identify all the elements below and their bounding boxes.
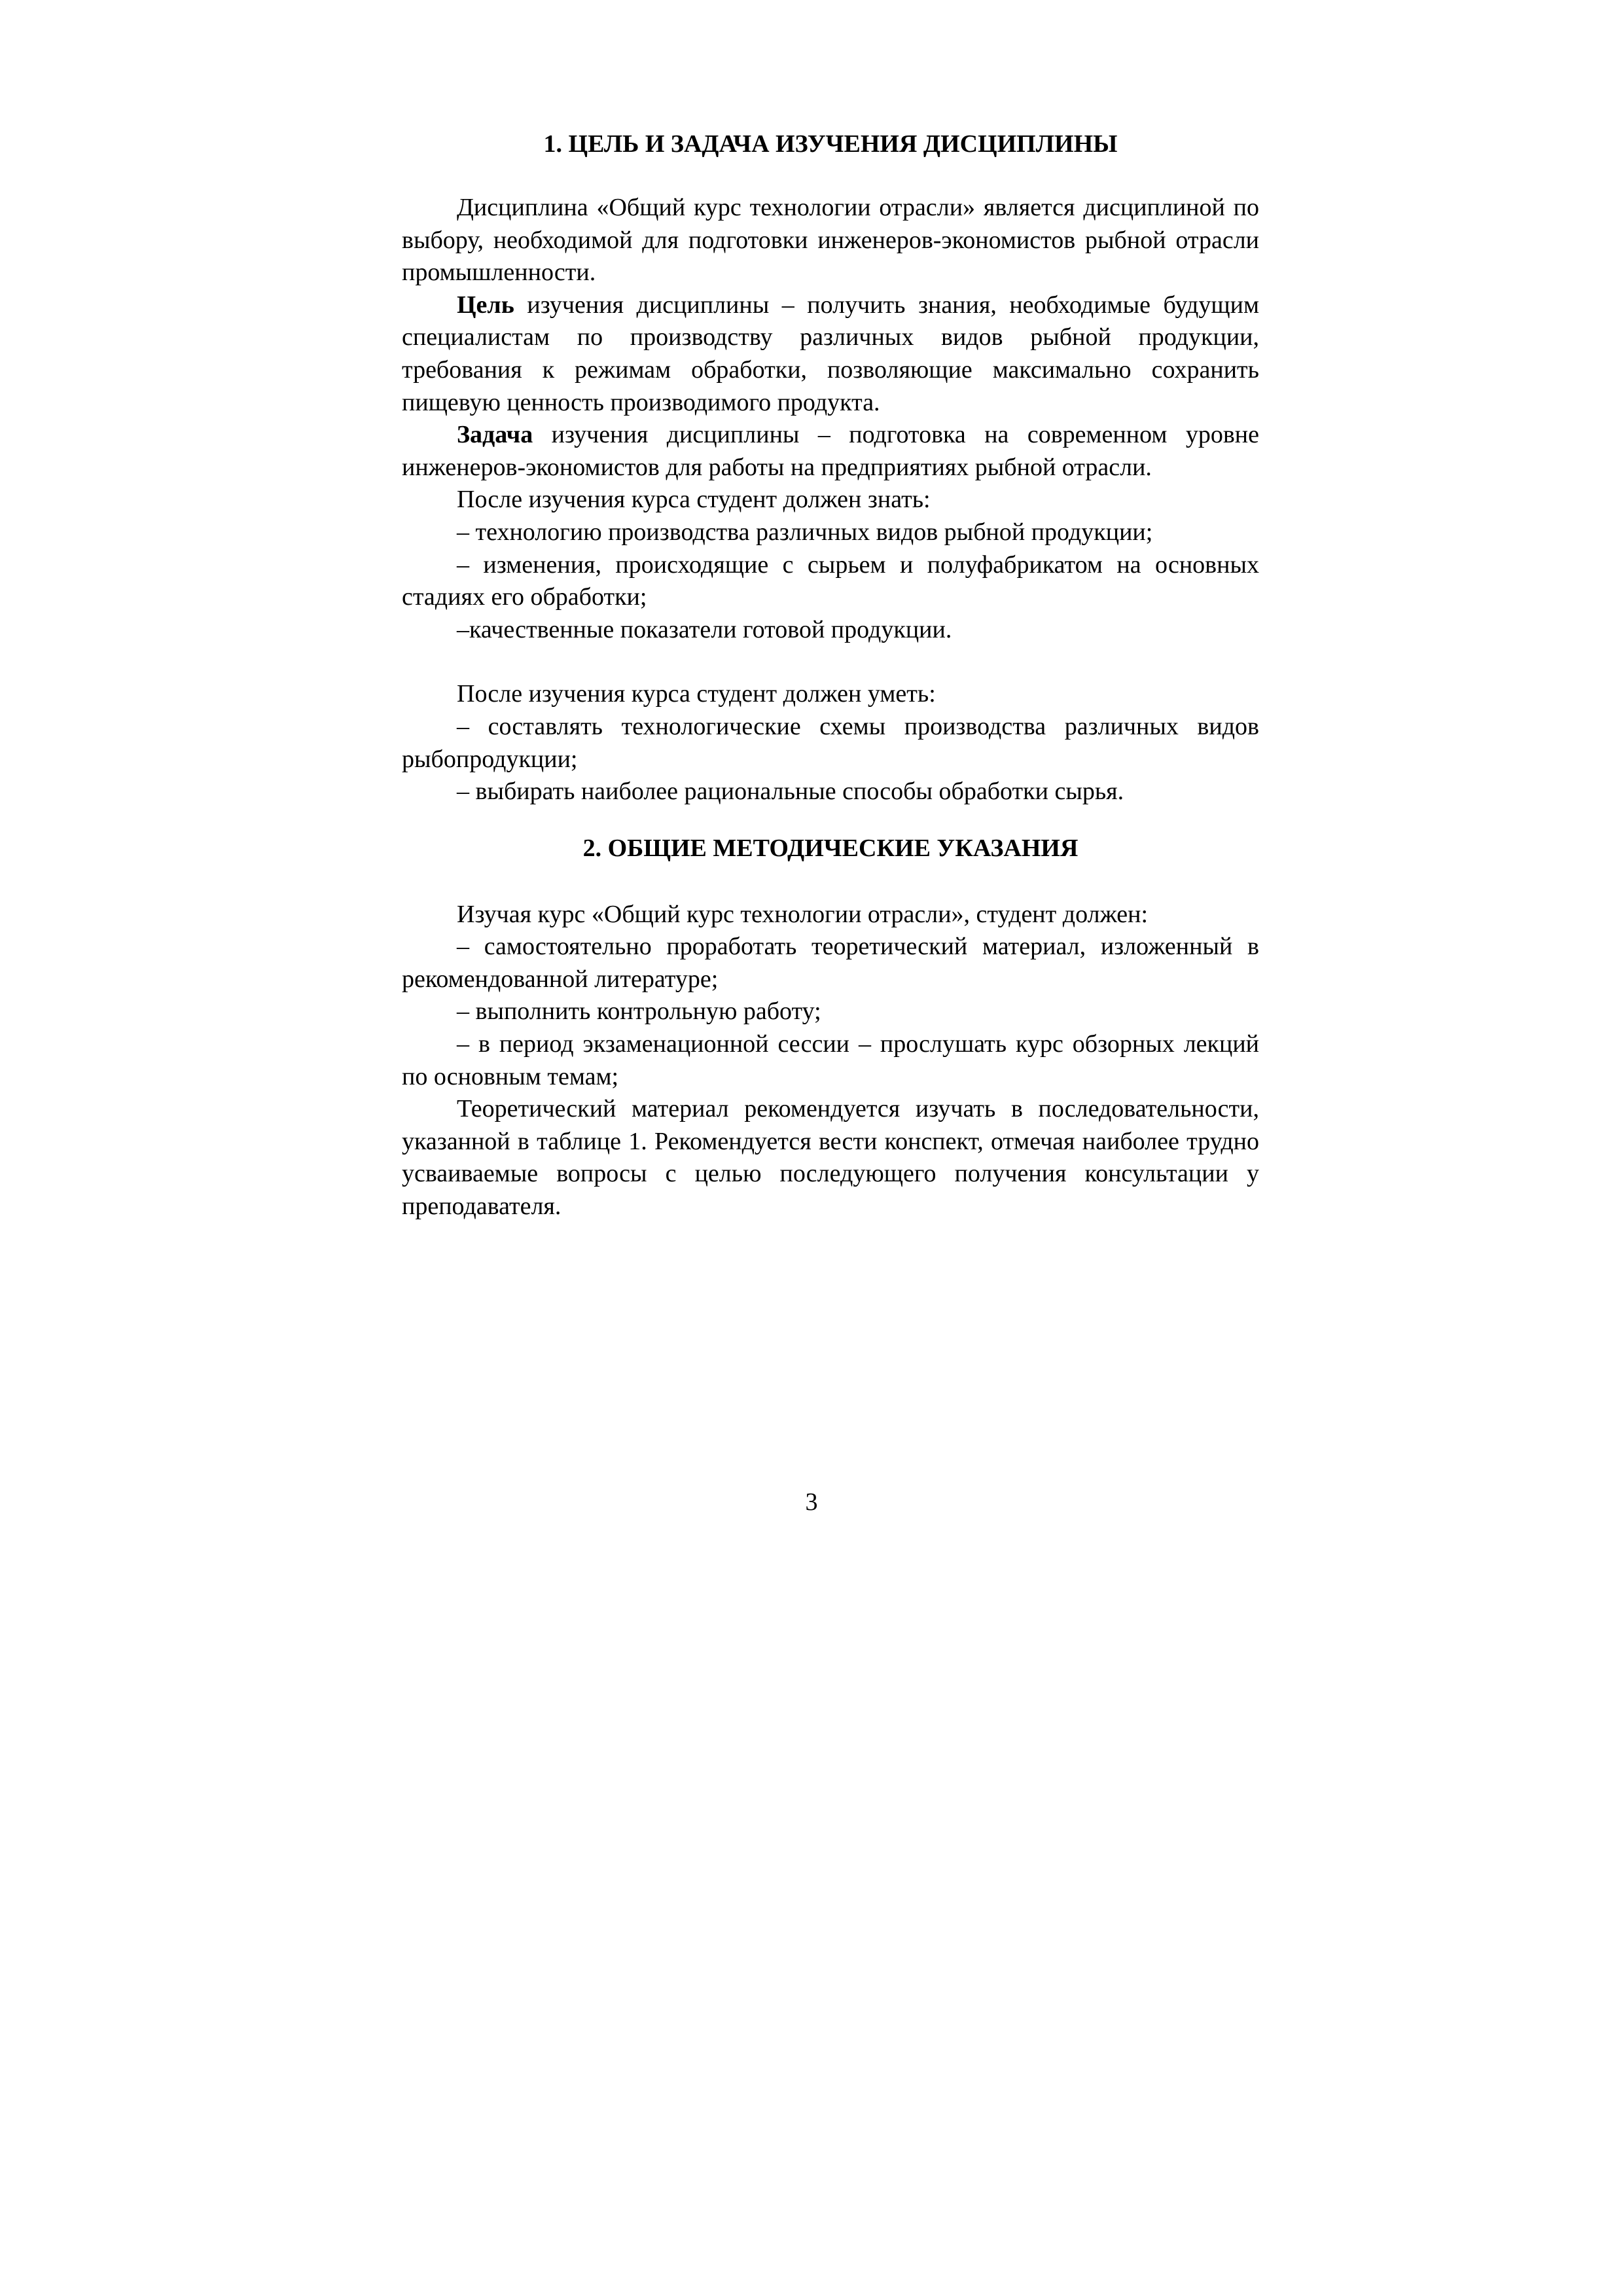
- skills-intro: После изучения курса студент должен уметь:: [457, 680, 936, 708]
- know-item: – технологию производства различных видов рыбной продукции;: [457, 518, 1153, 546]
- section1-title: 1. ЦЕЛЬ И ЗАДАЧА ИЗУЧЕНИЯ ДИСЦИПЛИНЫ: [543, 130, 1118, 158]
- section2-item: – выполнить контрольную работу;: [457, 997, 821, 1026]
- section1-task: [402, 419, 1259, 484]
- section2-item: – самостоятельно проработать теоретический материал, изложенный в рекомендованной литературе;: [402, 933, 1259, 993]
- goal-term: Цель: [457, 291, 514, 319]
- know-item: – изменения, происходящие с сырьем и полуфабрикатом на основных стадиях его обработки;: [402, 550, 1259, 611]
- page-number: 3: [805, 1488, 818, 1516]
- task-text: изучения дисциплины – подготовка на современном уровне инженеров-экономистов для работы на предприятиях рыбной отрасли.: [402, 421, 1259, 481]
- task-term: Задача: [457, 421, 533, 449]
- section2-intro: Изучая курс «Общий курс технологии отрасли», студент должен:: [457, 900, 1149, 928]
- section2-title: 2. ОБЩИЕ МЕТОДИЧЕСКИЕ УКАЗАНИЯ: [582, 834, 1079, 862]
- document-page: [402, 128, 1259, 1223]
- section2-item: – в период экзаменационной сессии – прослушать курс обзорных лекций по основным темам;: [402, 1030, 1259, 1090]
- know-item: –качественные показатели готовой продукции.: [457, 615, 952, 643]
- section1-intro: Дисциплина «Общий курс технологии отрасли» является дисциплиной по выбору, необходимой для подготовки инженеров-экономистов рыбной отрасли промышленности.: [402, 194, 1259, 287]
- section2-closing: Теоретический материал рекомендуется изучать в последовательности, указанной в таблице 1. Рекомендуется вести конспект, отмечая наиболее трудно усваиваемые вопросы с целью последующего получения консультации у преподавателя.: [402, 1095, 1259, 1221]
- know-intro: После изучения курса студент должен знать:: [457, 486, 931, 514]
- section1-goal: [402, 289, 1259, 419]
- goal-text: изучения дисциплины – получить знания, необходимые будущим специалистам по производству различных видов рыбной продукции, требования к режимам обработки, позволяющие максимально сохранить пищевую ценность производимого продукта.: [402, 291, 1259, 416]
- skills-item: – выбирать наиболее рациональные способы обработки сырья.: [457, 778, 1124, 806]
- skills-item: – составлять технологические схемы производства различных видов рыбопродукции;: [402, 712, 1259, 773]
- paragraph-gap: [402, 646, 1259, 678]
